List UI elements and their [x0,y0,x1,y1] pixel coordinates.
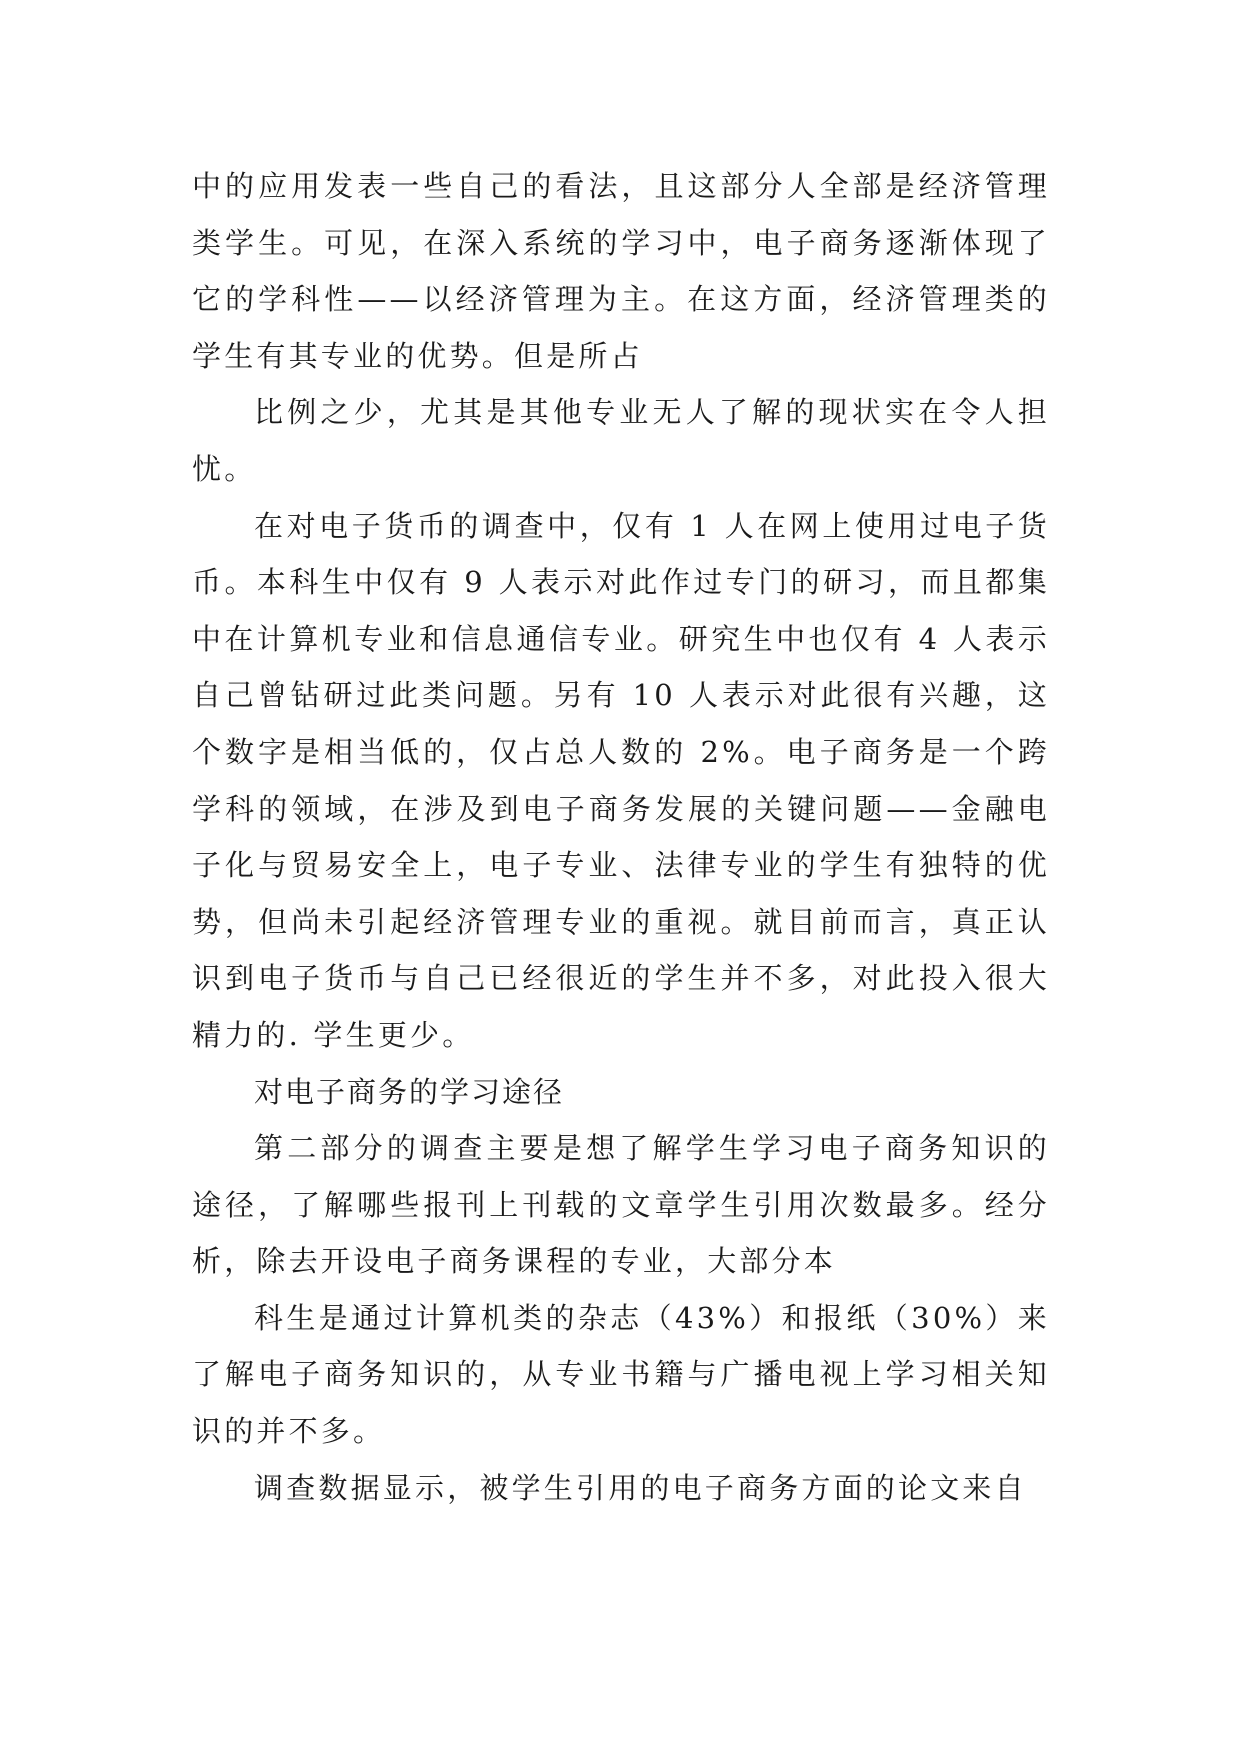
paragraph: 科生是通过计算机类的杂志（43%）和报纸（30%）来了解电子商务知识的，从专业书籍与广播电视上学习相关知识的并不多。 [192,1300,1050,1449]
section-heading: 对电子商务的学习途径 [254,1074,565,1109]
paragraph: 中的应用发表一些自己的看法，且这部分人全部是经济管理类学生。可见，在深入系统的学习中，电子商务逐渐体现了它的学科性——以经济管理为主。在这方面，经济管理类的学生有其专业的优势。但是所占 [192,169,1050,373]
paragraph: 比例之少，尤其是其他专业无人了解的现状实在令人担忧。 [192,395,1050,486]
document-body [192,158,1050,1516]
paragraph: 第二部分的调查主要是想了解学生学习电子商务知识的途径，了解哪些报刊上刊载的文章学生引用次数最多。经分析，除去开设电子商务课程的专业，大部分本 [192,1131,1050,1279]
paragraph: 调查数据显示，被学生引用的电子商务方面的论文来自 [254,1470,1027,1505]
paragraph: 在对电子货币的调查中，仅有 1 人在网上使用过电子货币。本科生中仅有 9 人表示对此作过专门的研习，而且都集中在计算机专业和信息通信专业。研究生中也仅有 4 人表示自己曾钻研过此类问题。另有 10 人表示对此很有兴趣，这个数字是相当低的，仅占总人数的 2%。电子商务是一个跨学科的领域，在涉及到电子商务发展的关键问题——金融电子化与贸易安全上，电子专业、法律专业的学生有独特的优势，但尚未引起经济管理专业的重视。就目前而言，真正认识到电子货币与自己已经很近的学生并不多，对此投入很大精力的. 学生更少。 [192,508,1050,1052]
